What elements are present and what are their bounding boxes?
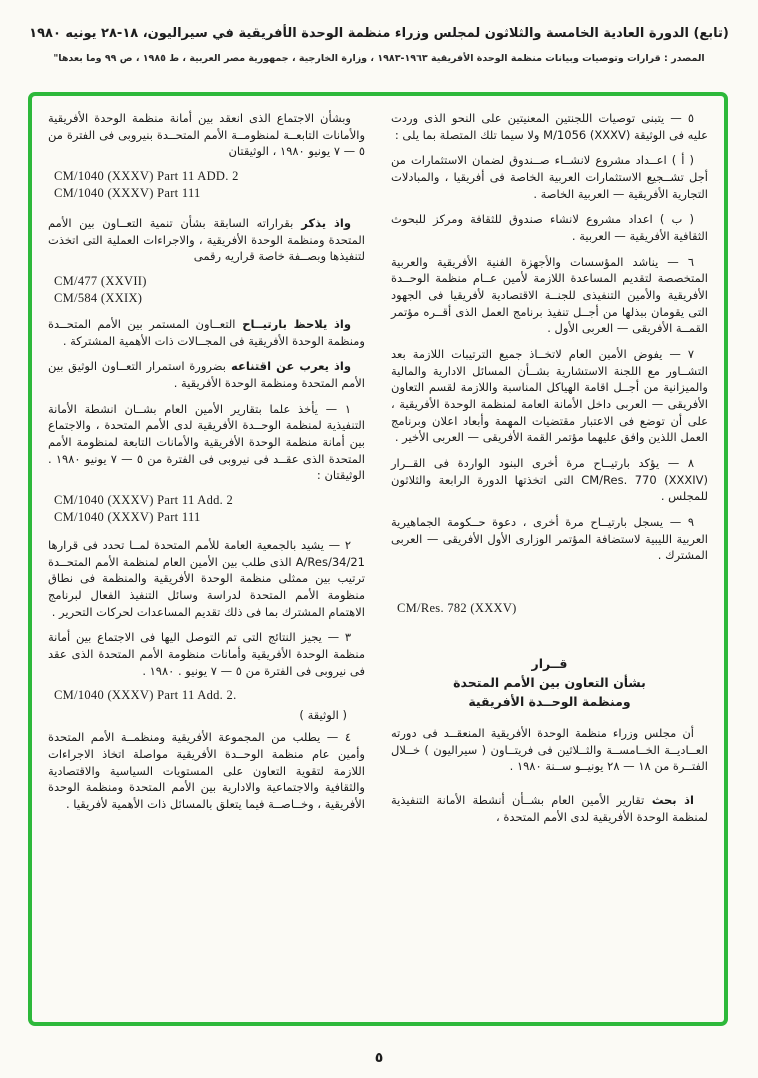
header-session-title: (تابع) الدورة العادية الخامسة والثلاثون لمجلس وزراء منظمة الوحدة الأفريقية في سيراليون، ١٨-٢٨ يونيه ١٩٨٠ xyxy=(29,26,729,41)
paragraph: ١ — يأخذ علما بتقارير الأمين العام بشــان انشطة الأمانة التنفيذية لمنظمة الوحــدة الأفريقية لدى الأمم المتحدة ، والاجتماع بين أمانة منظمة الوحدة الأفريقية والأمانات التابعة لمنظومة الأمم المتحدة الذى عقــد فى نيروبى فى الفترة من ٥ — ٧ يونيو ١٩٨٠ . الوثيقتان : xyxy=(48,401,366,483)
header-source-line: المصدر : قرارات وتوصيات وبيانات منظمة الوحدة الأفريقية ١٩٦٣-١٩٨٣ ، وزارة الخارجية ، جمهورية مصر العربية ، ط ١٩٨٥ ، ص ٩٩ وما بعدها" xyxy=(53,53,705,64)
paragraph: ( أ ) اعــداد مشروع لانشــاء صــندوق لضمان الاستثمارات من أجل تشــجيع الاستثمارات العربية الخاصة فى أفريقيا ، والمبادلات التجارية الأفريقية — العربية الخاصة . xyxy=(391,153,708,201)
document-note: ( الوثيقة ) xyxy=(299,708,347,723)
paragraph: واذ يلاحظ بارتيــاح التعــاون المستمر بين الأمم المتحــدة ومنظمة الوحدة الأفريقية فى المجــالات ذات الأهمية المشتركة . xyxy=(48,317,365,348)
vertical-spacer xyxy=(48,308,365,316)
reference-code: CM/Res. 782 (XXXV) xyxy=(397,601,517,616)
reference-code: CM/1040 (XXXV) Part 11 Add. 2. xyxy=(54,688,237,703)
resolution-heading-line: قــرار xyxy=(531,656,568,672)
paragraph: ( ب ) اعداد مشروع لانشاء صندوق للثقافة ومركز للبحوث الثقافية الأفريقية — العربية . xyxy=(391,212,708,244)
two-column-layout xyxy=(48,110,708,1012)
paragraph: ٨ — يؤكد بارتيــاح مرة أخرى البنود الواردة فى القــرار CM/Res. 770 (XXXIV) التى اتخذتها الدورة الرابعة والثلاثون للمجلس . xyxy=(391,456,708,504)
vertical-spacer xyxy=(391,573,708,599)
resolution-heading-line: بشأن التعاون بين الأمم المتحدة xyxy=(453,675,646,691)
paragraph: ٢ — يشيد بالجمعية العامة للأمم المتحدة لمــا تحدد فى قرارها A/Res/34/21 الذى طلب بين الأمين العام لمنظمة الأمم المتحــدة ترتيب بين ممثلى منظمة الوحدة الأفريقية والمنظمة فى نطاق منظومة الأمم المتحدة لدراسة وسائل التنفيذ الفعال لبرنامج الاهتمام المشترك بما فى ذلك تقديم المساعدات لحركات التحرير . xyxy=(48,538,365,619)
paragraph-lead: واذ يلاحظ بارتيــاح xyxy=(235,317,351,332)
paragraph: واذ يذكر بقراراته السابقة بشأن تنمية التعــاون بين الأمم المتحدة ومنظمة الوحدة الأفريقية ، والاجراءات العملية التى اتخذت لتنفيذها وبصــفة خاصة قراريه رقمى xyxy=(48,216,365,264)
paragraph: ٦ — يناشد المؤسسات والأجهزة الفنية الأفريقية والعربية المتخصصة لتقديم المساعدة اللازمة لأمين عــام منظمة الوحــدة الأفريقية والأمين التنفيذى للجنــة الاقتصادية لأفريقيا فى الجهود التى يقومان ببذلها من أجــل تنفيذ برنامج العمل الذى أقــره مؤتمر القمــة الأفريقى — العربى الأول . xyxy=(391,254,708,336)
vertical-spacer xyxy=(48,527,365,537)
paragraph-lead: واذ يذكر xyxy=(293,216,351,231)
paragraph-lead: اذ بحث xyxy=(644,793,694,808)
vertical-spacer xyxy=(391,713,708,725)
reference-code: CM/1040 (XXXV) Part 111 xyxy=(54,510,201,525)
paragraph: واذ يعرب عن اقتناعه بضرورة استمرار التعــاون الوثيق بين الأمم المتحدة ومنظمة الوحدة الأفريقية . xyxy=(48,359,365,391)
reference-code: CM/1040 (XXXV) Part 11 Add. 2 xyxy=(54,493,234,508)
vertical-spacer xyxy=(391,784,708,792)
vertical-spacer xyxy=(391,618,708,652)
content-frame xyxy=(28,92,728,1026)
paragraph: ٤ — يطلب من المجموعة الأفريقية ومنظمــة الأمم المتحدة وأمين عام منظمة الوحــدة الأفريقية مواصلة اتخاذ الاجراءات اللازمة لتقوية التعاون على المستويات السياسية والاقتصادية والثقافية والاجتماعية والادارية بين الأمم المتحدة ومنظمة الوحدة الأفريقية ، وخــاصــة فيما يتعلق بالمسائل ذات الأهمية لأفريقيا . xyxy=(48,730,365,812)
reference-code: CM/477 (XXVII) xyxy=(54,274,147,289)
paragraph-lead: واذ يعرب عن اقتناعه xyxy=(225,359,351,374)
column-left xyxy=(48,110,365,1012)
column-right xyxy=(391,110,708,1012)
paragraph: ٥ — يتبنى توصيات اللجنتين المعنيتين على النحو الذى وردت عليه فى الوثيقة M/1056 (XXXV) ولا سيما تلك المتصلة بما يلى : xyxy=(391,111,708,142)
paragraph: اذ بحث تقارير الأمين العام بشــأن أنشطة الأمانة التنفيذية لمنظمة الوحدة الأفريقية لدى الأمم المتحدة ، xyxy=(391,793,708,824)
paragraph: أن مجلس وزراء منظمة الوحدة الأفريقية المنعقــد فى دورته العــاديــة الخــامســة والثــلاثين فى فريتــاون ( سيراليون ) خــلال الفتــرة من ١٨ — ٢٨ يونيــو ســنة ١٩٨٠ . xyxy=(391,726,708,774)
reference-code: CM/584 (XXIX) xyxy=(54,291,143,306)
paragraph: ٧ — يفوض الأمين العام لاتخــاذ جميع الترتيبات اللازمة بعد التشــاور مع اللجنة الاستشارية بشــأن المسائل الادارية والمالية والميزانية من أجــل اقامة الهياكل المناسبة واللازمة لقسم التعاون الأفريقى — العربى داخل الأمانة العامة لمنظمة الوحدة الأفريقية ، على أن توضع فى الاعتبار مقتضيات المهمة وأبعاد اعلان وبرنامج العمل اللذين وافق عليهما مؤتمر القمة الأفريقى — العربى الأخير . xyxy=(391,347,708,445)
paragraph: ٩ — يسجل بارتيــاح مرة أخرى ، دعوة حــكومة الجماهيرية العربية الليبية لاستضافة المؤتمر الوزارى الأول الأفريقى — العربى المشترك . xyxy=(391,515,708,563)
reference-code: CM/1040 (XXXV) Part 11 ADD. 2 xyxy=(54,169,239,184)
paragraph: ٣ — يجيز النتائج التى تم التوصل اليها فى الاجتماع بين أمانة منظمة الوحدة الأفريقية وأمانات منظومة الأمم المتحدة الذى عقد فى نيروبى فى الفترة من ٥ — ٧ يونيو . ١٩٨٠ . xyxy=(48,630,365,678)
vertical-spacer xyxy=(48,203,365,215)
page-number: ٥ xyxy=(374,1050,384,1066)
reference-code: CM/1040 (XXXV) Part 111 xyxy=(54,186,201,201)
paragraph: وبشأن الاجتماع الذى انعقد بين أمانة منظمة الوحدة الأفريقية والأمانات التابعــة لمنظومــة الأمم المتحــدة بنيروبى فى الفترة من ٥ — ٧ يونيو ١٩٨٠ ، الوثيقتان xyxy=(48,111,365,159)
resolution-heading-line: ومنظمة الوحــدة الأفريقية xyxy=(468,694,631,710)
